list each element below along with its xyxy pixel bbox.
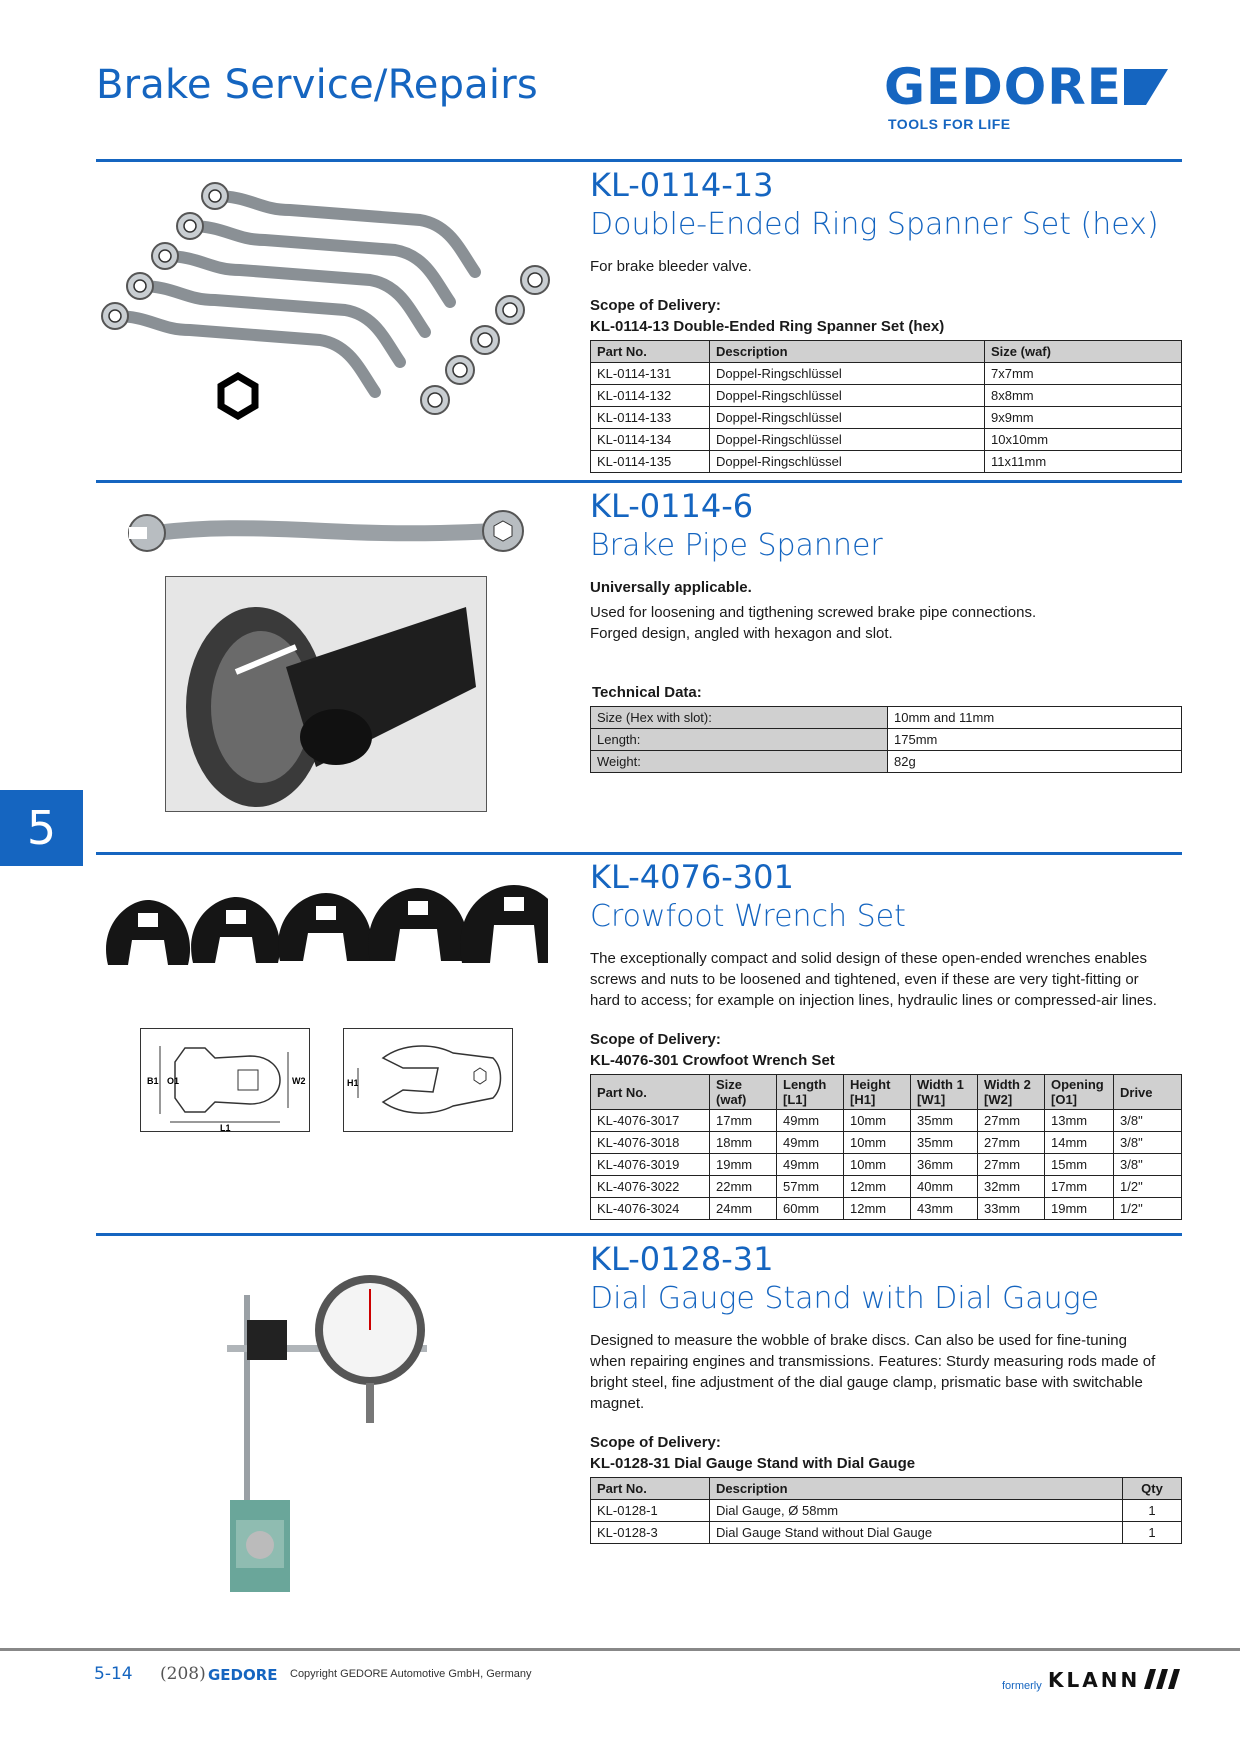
cell: 19mm	[1045, 1198, 1114, 1220]
diagram-label: H1	[347, 1078, 359, 1088]
col-header-label: Size	[716, 1077, 743, 1092]
col-header: Description	[710, 341, 985, 363]
cell: 3/8"	[1114, 1110, 1182, 1132]
cell: KL-0128-1	[591, 1500, 710, 1522]
col-header	[911, 1075, 978, 1110]
cell: KL-0114-135	[591, 451, 710, 473]
product-description: when repairing engines and transmissions. Features: Sturdy measuring rods made of	[590, 1353, 1156, 1370]
section-divider	[96, 480, 1182, 483]
cell: Dial Gauge, Ø 58mm	[710, 1500, 1123, 1522]
page-number: 5-14	[94, 1664, 133, 1684]
cell: 12mm	[844, 1176, 911, 1198]
product-sku: KL-4076-301	[590, 858, 794, 896]
page-sequence: (208)	[160, 1664, 206, 1684]
scope-item: KL-0128-31 Dial Gauge Stand with Dial Gauge	[590, 1455, 916, 1472]
scope-label: Scope of Delivery:	[590, 297, 721, 314]
copyright: Copyright GEDORE Automotive GmbH, Germany	[290, 1668, 532, 1680]
parts-table	[590, 340, 1182, 473]
parts-table	[590, 1477, 1182, 1544]
table-row	[591, 1176, 1182, 1198]
product-sku: KL-0114-6	[590, 487, 754, 525]
col-header-label: Opening	[1051, 1077, 1104, 1092]
logo-flag-icon	[1124, 65, 1168, 109]
product-description: bright steel, fine adjustment of the dial gauge clamp, prismatic base with switchable	[590, 1374, 1143, 1391]
cell: Doppel-Ringschlüssel	[710, 363, 985, 385]
footer-divider	[0, 1648, 1240, 1651]
col-header	[591, 1075, 710, 1110]
cell: 40mm	[911, 1176, 978, 1198]
logo-wordmark: GEDORE	[884, 58, 1122, 116]
table-row	[591, 429, 1182, 451]
cell: 9x9mm	[985, 407, 1182, 429]
col-header: Description	[710, 1478, 1123, 1500]
logo-tagline: TOOLS FOR LIFE	[888, 116, 1011, 132]
col-header: Part No.	[591, 341, 710, 363]
cell: Doppel-Ringschlüssel	[710, 385, 985, 407]
product-description: screws and nuts to be loosened and tightened, even if these are very tight-fitting or	[590, 971, 1139, 988]
cell: 24mm	[710, 1198, 777, 1220]
cell: 10mm	[844, 1132, 911, 1154]
cell: Doppel-Ringschlüssel	[710, 451, 985, 473]
diagram-label: B1	[147, 1076, 159, 1086]
cell: KL-4076-3017	[591, 1110, 710, 1132]
cell: KL-0128-3	[591, 1522, 710, 1544]
table-row	[591, 1110, 1182, 1132]
brake-assembly-illustration	[166, 577, 486, 811]
cell: 49mm	[777, 1132, 844, 1154]
table-row	[591, 1154, 1182, 1176]
tech-data-label: Technical Data:	[592, 684, 702, 701]
cell: 35mm	[911, 1110, 978, 1132]
cell: KL-0114-133	[591, 407, 710, 429]
chapter-tab: 5	[0, 790, 83, 866]
col-header	[978, 1075, 1045, 1110]
product-description: The exceptionally compact and solid design of these open-ended wrenches enables	[590, 950, 1148, 967]
product-name: Crowfoot Wrench Set	[590, 899, 906, 934]
product-name: Double-Ended Ring Spanner Set (hex)	[590, 207, 1159, 242]
section-divider	[96, 852, 1182, 855]
cell: 15mm	[1045, 1154, 1114, 1176]
crowfoot-side-diagram	[343, 1028, 513, 1132]
product-description: Forged design, angled with hexagon and slot.	[590, 625, 893, 642]
col-header-unit: [H1]	[850, 1092, 876, 1107]
cell: KL-0114-132	[591, 385, 710, 407]
cell: 13mm	[1045, 1110, 1114, 1132]
col-header-unit: [O1]	[1051, 1092, 1077, 1107]
cell: Doppel-Ringschlüssel	[710, 429, 985, 451]
table-row	[591, 1522, 1182, 1544]
cell: 1	[1123, 1500, 1182, 1522]
cell: 49mm	[777, 1154, 844, 1176]
cell: 43mm	[911, 1198, 978, 1220]
cell: 17mm	[710, 1110, 777, 1132]
cell: 11x11mm	[985, 451, 1182, 473]
section-divider	[96, 1233, 1182, 1236]
product-name: Brake Pipe Spanner	[590, 528, 883, 563]
technical-data-table	[590, 706, 1182, 773]
col-header: Qty	[1123, 1478, 1182, 1500]
cell: 82g	[888, 751, 1182, 773]
col-header-label: Part No.	[597, 1084, 647, 1100]
cell: 19mm	[710, 1154, 777, 1176]
scope-item: KL-0114-13 Double-Ended Ring Spanner Set (hex)	[590, 318, 945, 335]
footer-brand: GEDORE	[208, 1666, 278, 1684]
klann-stripes-icon	[1144, 1669, 1180, 1689]
cell: KL-4076-3024	[591, 1198, 710, 1220]
cell: Size (Hex with slot):	[591, 707, 888, 729]
formerly-label: formerly	[1002, 1680, 1042, 1692]
col-header	[1045, 1075, 1114, 1110]
cell: 33mm	[978, 1198, 1045, 1220]
cell: 10mm	[844, 1154, 911, 1176]
col-header-unit: [W2]	[984, 1092, 1013, 1107]
cell: 175mm	[888, 729, 1182, 751]
cell: 8x8mm	[985, 385, 1182, 407]
cell: KL-4076-3019	[591, 1154, 710, 1176]
cell: KL-0114-131	[591, 363, 710, 385]
page-title: Brake Service/Repairs	[96, 62, 538, 108]
scope-item: KL-4076-301 Crowfoot Wrench Set	[590, 1052, 835, 1069]
table-row	[591, 407, 1182, 429]
cell: 12mm	[844, 1198, 911, 1220]
cell: Doppel-Ringschlüssel	[710, 407, 985, 429]
cell: 35mm	[911, 1132, 978, 1154]
product-name: Dial Gauge Stand with Dial Gauge	[590, 1281, 1100, 1316]
col-header: Size (waf)	[985, 341, 1182, 363]
cell: 22mm	[710, 1176, 777, 1198]
cell: 1/2"	[1114, 1198, 1182, 1220]
product-description: For brake bleeder valve.	[590, 258, 752, 275]
diagram-label: O1	[167, 1076, 180, 1086]
diagram-label: W2	[292, 1076, 306, 1086]
col-header	[1114, 1075, 1182, 1110]
hexagon-icon	[214, 372, 262, 420]
col-header-label: Width 2	[984, 1077, 1031, 1092]
cell: 14mm	[1045, 1132, 1114, 1154]
cell: KL-0114-134	[591, 429, 710, 451]
cell: 7x7mm	[985, 363, 1182, 385]
col-header-unit: (waf)	[716, 1092, 747, 1107]
table-row	[591, 729, 1182, 751]
cell: 27mm	[978, 1154, 1045, 1176]
cell: 3/8"	[1114, 1154, 1182, 1176]
table-row	[591, 1198, 1182, 1220]
crowfoot-wrench-set-image	[98, 885, 548, 985]
scope-label: Scope of Delivery:	[590, 1031, 721, 1048]
cell: 17mm	[1045, 1176, 1114, 1198]
klann-wordmark: KLANN	[1048, 1668, 1141, 1692]
cell: 1/2"	[1114, 1176, 1182, 1198]
ring-spanner-set-image	[90, 180, 560, 420]
cell: KL-4076-3018	[591, 1132, 710, 1154]
cell: 60mm	[777, 1198, 844, 1220]
product-description: Used for loosening and tigthening screwed brake pipe connections.	[590, 604, 1037, 621]
crowfoot-table-body	[591, 1110, 1182, 1220]
col-header-label: Length	[783, 1077, 827, 1092]
parts-table	[590, 1074, 1182, 1220]
col-header: Part No.	[591, 1478, 710, 1500]
product-description: magnet.	[590, 1395, 645, 1412]
col-header	[710, 1075, 777, 1110]
scope-label: Scope of Delivery:	[590, 1434, 721, 1451]
product-description: Designed to measure the wobble of brake discs. Can also be used for fine-tuning	[590, 1332, 1127, 1349]
dial-gauge-stand-image	[222, 1255, 452, 1595]
klann-logo	[1048, 1668, 1180, 1692]
table-row	[591, 385, 1182, 407]
crowfoot-top-diagram	[140, 1028, 310, 1132]
cell: 18mm	[710, 1132, 777, 1154]
table-row	[591, 1500, 1182, 1522]
col-header	[777, 1075, 844, 1110]
cell: 36mm	[911, 1154, 978, 1176]
diagram-label: L1	[220, 1123, 231, 1132]
cell: 3/8"	[1114, 1132, 1182, 1154]
brake-application-photo	[165, 576, 487, 812]
cell: 57mm	[777, 1176, 844, 1198]
col-header	[844, 1075, 911, 1110]
product-sku: KL-0114-13	[590, 166, 774, 204]
section-divider	[96, 159, 1182, 162]
cell: 10mm and 11mm	[888, 707, 1182, 729]
table-row	[591, 751, 1182, 773]
col-header-unit: [L1]	[783, 1092, 807, 1107]
cell: Dial Gauge Stand without Dial Gauge	[710, 1522, 1123, 1544]
product-sku: KL-0128-31	[590, 1240, 774, 1278]
col-header-label: Width 1	[917, 1077, 964, 1092]
gedore-logo	[884, 58, 1184, 132]
cell: 27mm	[978, 1110, 1045, 1132]
col-header-label: Drive	[1120, 1084, 1153, 1100]
cell: Length:	[591, 729, 888, 751]
cell: 49mm	[777, 1110, 844, 1132]
cell: Weight:	[591, 751, 888, 773]
table-row	[591, 1132, 1182, 1154]
cell: 10x10mm	[985, 429, 1182, 451]
table-row	[591, 707, 1182, 729]
lead-text: Universally applicable.	[590, 579, 752, 596]
table-row	[591, 451, 1182, 473]
cell: 1	[1123, 1522, 1182, 1544]
cell: 32mm	[978, 1176, 1045, 1198]
col-header-unit: [W1]	[917, 1092, 946, 1107]
cell: 10mm	[844, 1110, 911, 1132]
cell: KL-4076-3022	[591, 1176, 710, 1198]
col-header-label: Height	[850, 1077, 891, 1092]
product-description: hard to access; for example on injection lines, hydraulic lines or compressed-air lines.	[590, 992, 1157, 1009]
table-row	[591, 363, 1182, 385]
cell: 27mm	[978, 1132, 1045, 1154]
brake-pipe-spanner-image	[125, 505, 525, 561]
